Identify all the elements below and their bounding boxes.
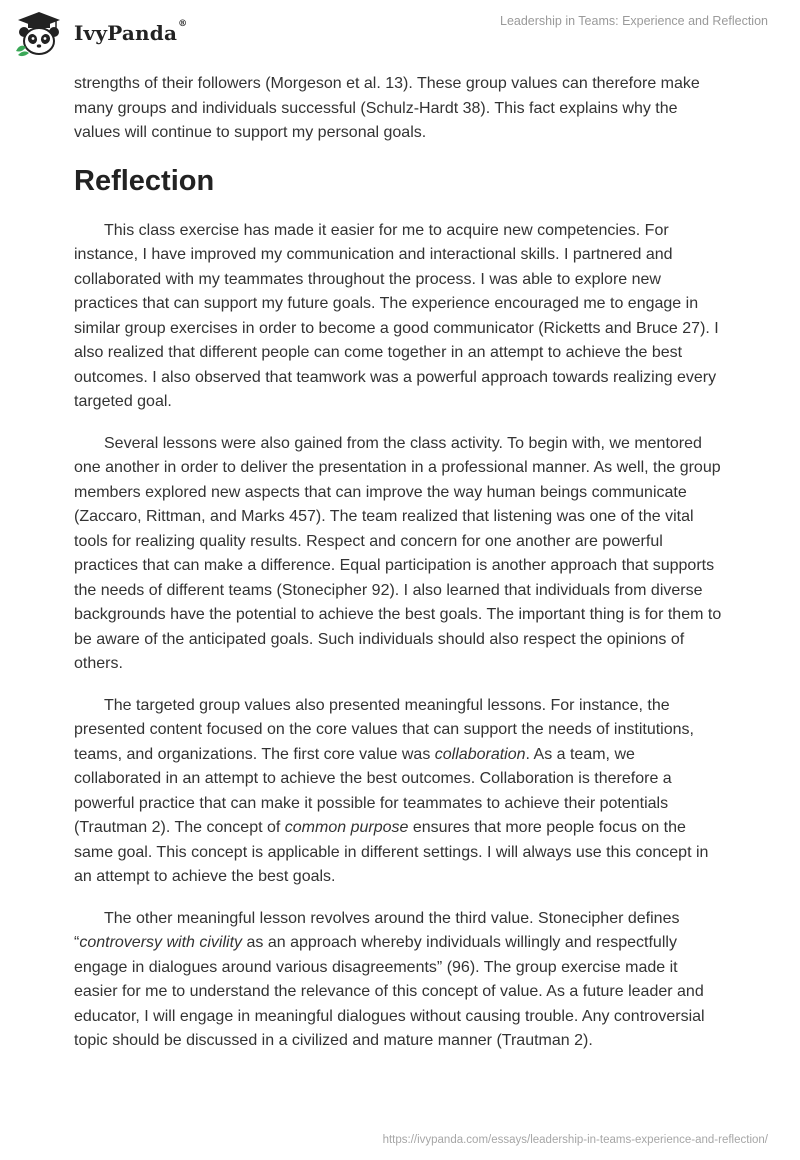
paragraph-4-text-b: as an approach whereby individuals willingly and respectfully engage in dialogues around various disagreements” (96). The group exercise made it easier for me to understand the relevance of this concept of value. As a future leader and educator, I will engage in meaningful dialogues without causing trouble. Any controversial topic should be discussed in a civilized and mature manner (Trautman 2). bbox=[74, 934, 705, 1049]
source-url[interactable]: https://ivypanda.com/essays/leadership-in-teams-experience-and-reflection/ bbox=[382, 1134, 768, 1146]
paragraph-4 bbox=[74, 907, 724, 1054]
brand-name[interactable]: IvyPanda® bbox=[74, 19, 188, 45]
paragraph-4-text-a: The other meaningful lesson revolves around the third value. Stonecipher defines “ bbox=[74, 909, 680, 951]
paragraph-1: This class exercise has made it easier for me to acquire new competencies. For instance, I have improved my communication and interactional skills. I partnered and collaborated with my teammates throughout the process. I was able to explore new practices that can support my future goals. The experience encouraged me to engage in similar group exercises in order to become a good communicator (Ricketts and Bruce 27). I also realized that different people can come together in an attempt to achieve the best outcomes. I also observed that teamwork was a powerful approach towards realizing every targeted goal. bbox=[74, 221, 719, 410]
emphasis-controversy-with-civility: controversy with civility bbox=[79, 934, 243, 951]
panda-logo-icon[interactable] bbox=[14, 11, 64, 57]
paragraph-3-text-a: The targeted group values also presented meaningful lessons. For instance, the presented content focused on the core values that can support the needs of institutions, teams, and organizations. The first core value was bbox=[74, 696, 694, 763]
emphasis-collaboration: collaboration bbox=[434, 745, 526, 763]
intro-paragraph: strengths of their followers (Morgeson et al. 13). These group values can therefore make many groups and individuals successful (Schulz-Hardt 38). This fact explains why the values will continue to support my personal goals. bbox=[74, 75, 700, 141]
paragraph-3-text-b: . As a team, we collaborated in an attempt to achieve the best outcomes. Collaboration is therefore a powerful practice that can make it possible for teammates to achieve their potentials (Trautman 2). The concept of bbox=[74, 745, 672, 836]
paragraph-3 bbox=[74, 694, 724, 890]
paragraph-2: Several lessons were also gained from the class activity. To begin with, we mentored one another in order to deliver the presentation in a professional manner. As well, the group members explored new aspects that can improve the way human beings communicate (Zaccaro, Rittman, and Marks 457). The team realized that listening was one of the vital tools for realizing quality results. Respect and concern for one another are powerful practices that can make a difference. Equal participation is another approach that supports the needs of different teams (Stonecipher 92). I also learned that individuals from diverse backgrounds have the potential to achieve the best goals. The important thing is for them to be aware of the anticipated goals. Such individuals should also respect the opinions of others. bbox=[74, 434, 722, 672]
essay-content bbox=[74, 72, 724, 1071]
page-header bbox=[0, 0, 800, 72]
emphasis-common-purpose: common purpose bbox=[284, 819, 409, 836]
document-title: Leadership in Teams: Experience and Reflection bbox=[500, 14, 768, 28]
section-heading: Reflection bbox=[74, 164, 215, 197]
paragraph-3-text-c: ensures that more people focus on the same goal. This concept is applicable in different settings. I will always use this concept in an attempt to achieve the best goals. bbox=[74, 819, 709, 885]
